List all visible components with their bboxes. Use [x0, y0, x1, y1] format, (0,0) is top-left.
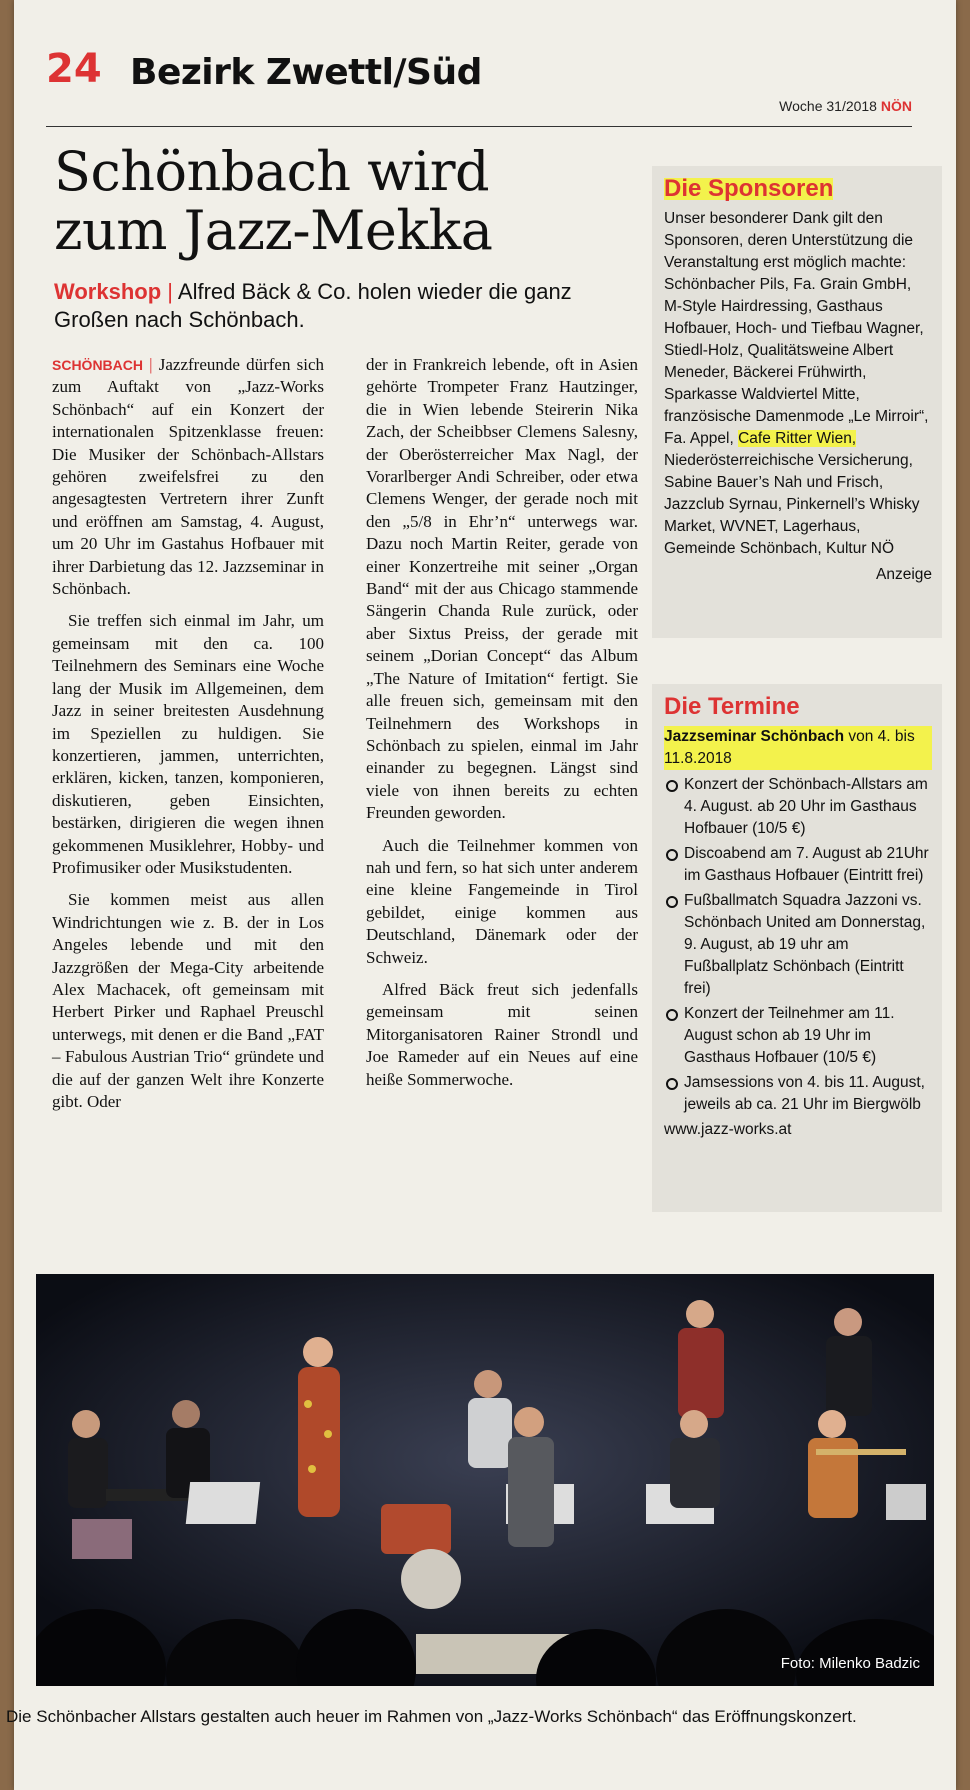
article-column-2 — [366, 354, 638, 1101]
deck-text: Alfred Bäck & Co. holen wieder die ganz Großen nach Schönbach. — [54, 279, 572, 333]
paragraph: der in Frankreich lebende, oft in Asien gehörte Trompeter Franz Hautzinger, die in Wien lebende Steirerin Nika Zach, der Scheibbser Clemens Salesny, der Oberösterreicher Max Nagl, der Vorarlberger Andi Schreiber, oder etwa Clemens Wenger, der gerade noch mit den „5/8 in Ehr’n“ unterwegs war. Dazu noch Martin Reiter, gerade von einer Konzertreihe mit seiner „Organ Band“ mit der aus Chicago stammende Sängerin Chanda Rule zurück, oder aber Sixtus Preiss, der gerade mit seinem „Dorian Concept“ das Album „The Nature of Imitation“ fertigt. Sie alle freuen sich, gemeinsam mit den Teilnehmern des Workshops in Schönbach zu spielen, einmal im Jahr einander zu begegnen. Längst sind viele von ihnen bereits zu echten Freunden geworden. — [366, 355, 638, 823]
dateline: SCHÖNBACH — [52, 357, 143, 373]
kicker: Workshop — [54, 279, 162, 304]
photo-credit: Foto: Milenko Badzic — [780, 1655, 920, 1672]
circle-bullet-icon — [666, 896, 678, 908]
article-deck: Workshop | Alfred Bäck & Co. holen wieder die ganz Großen nach Schönbach. — [54, 279, 572, 333]
sponsors-box — [652, 166, 942, 638]
concert-photo — [36, 1274, 934, 1686]
event-item: Jamsessions von 4. bis 11. August, jeweils ab ca. 21 Uhr im Biergwölb — [664, 1072, 932, 1116]
event-item: Fußballmatch Squadra Jazzoni vs. Schönbach United am Donnerstag, 9. August, ab 19 uhr am Fußballplatz Schönbach (Eintritt frei) — [664, 890, 932, 1000]
event-item: Konzert der Teilnehmer am 11. August schon ab 19 Uhr im Gasthaus Hofbauer (10/5 €) — [664, 1003, 932, 1069]
paragraph: Sie treffen sich einmal im Jahr, um gemeinsam mit den ca. 100 Teilnehmern des Seminars eine Woche lang der Musik im Allgemeinen, dem Jazz in seiner breitesten Ausdehnung im Speziellen zu huldigen. Sie konzertieren, jammen, unterrichten, erklären, kicken, tanzen, komponieren, diskutieren, geben Einsichten, bestärken, dirigieren die wegen ihnen gekommenen Musiklehrer, Hobby- und Profimusiker oder Musikstudenten. — [52, 611, 324, 877]
event-item: Konzert der Schönbach-Allstars am 4. August. ab 20 Uhr im Gasthaus Hofbauer (10/5 €) — [664, 774, 932, 840]
circle-bullet-icon — [666, 849, 678, 861]
issue-week: Woche 31/2018 NÖN — [779, 98, 912, 114]
circle-bullet-icon — [666, 1009, 678, 1021]
circle-bullet-icon — [666, 780, 678, 792]
sponsors-text: Unser besonderer Dank gilt den Sponsoren, deren Unterstützung die Veranstaltung erst möglich machte: Schönbacher Pils, Fa. Grain GmbH, M-Style Hairdressing, Gasthaus Hofbauer, Hoch- und Tiefbau Wagner, Stiedl-Holz, Qualitätsweine Albert Meneder, Bäckerei Frühwirth, Sparkasse Waldviertel Mitte, französische Damenmode „Le Mirroir“, Fa. Appel, Cafe Ritter Wien, Niederösterreichische Versicherung, Sabine Bauer’s Nah und Frisch, Jazzclub Syrnau, Pinkernell’s Whisky Market, WVNET, Lagerhaus, Gemeinde Schönbach, Kultur NÖ — [664, 210, 929, 557]
dates-box — [652, 684, 942, 1212]
article-headline: Schönbach wird zum Jazz-Mekka — [54, 140, 493, 263]
highlighted-sponsor: Cafe Ritter Wien, — [738, 430, 857, 447]
article-column-1 — [52, 354, 324, 1123]
event-item: Discoabend am 7. August ab 21Uhr im Gasthaus Hofbauer (Eintritt frei) — [664, 843, 932, 887]
sponsors-title: Die Sponsoren — [664, 175, 834, 202]
paragraph: SCHÖNBACH | Jazzfreunde dürfen sich zum Auftakt von „Jazz-Works Schönbach“ auf ein Konzert der internationalen Spitzenklasse freuen: Die Musiker der Schönbach-Allstars gehören zweifelsfrei zu den angesagtesten Vertretern ihrer Zunft und eröffnen am Samstag, 4. August, um 20 Uhr im Gastahus Hofbauer mit ihrer Darbietung das 12. Jazzseminar in Schönbach. — [52, 355, 325, 599]
event-heading: Jazzseminar Schönbach von 4. bis 11.8.2018 — [664, 726, 932, 770]
website-link[interactable]: www.jazz-works.at — [664, 1121, 792, 1138]
section-title: Bezirk Zwettl/Süd — [130, 52, 482, 93]
paper-logo: NÖN — [880, 98, 912, 114]
ad-label: Anzeige — [875, 566, 932, 583]
dates-title: Die Termine — [664, 693, 800, 720]
photo-caption: Die Schönbacher Allstars gestalten auch heuer im Rahmen von „Jazz-Works Schönbach“ das Eröffnungskonzert. — [6, 1707, 857, 1726]
circle-bullet-icon — [666, 1078, 678, 1090]
paragraph: Sie kommen meist aus allen Windrichtungen wie z. B. der in Los Angeles lebende und mit den Jazzgrößen der Mega-City arbeitende Alex Machacek, oft gemeinsam mit Herbert Pirker und Raphael Preuschl unterwegs, mit denen er die Band „FAT – Fabulous Austrian Trio“ gründete und die auf der ganzen Welt ihre Konzerte gibt. Oder — [52, 890, 324, 1111]
masthead — [46, 46, 912, 127]
paragraph: Alfred Bäck freut sich jedenfalls gemeinsam mit seinen Mitorganisatoren Rainer Strondl und Joe Rameder auf ein Neues auf eine heiße Sommerwoche. — [366, 979, 638, 1089]
paragraph: Auch die Teilnehmer kommen von nah und fern, so hat sich unter anderem eine kleine Fangemeinde in Tirol gebildet, einige kommen aus Deutschland, Dänemark oder der Schweiz. — [366, 835, 638, 967]
page-number: 24 — [46, 46, 102, 92]
stage-illustration — [36, 1274, 934, 1686]
